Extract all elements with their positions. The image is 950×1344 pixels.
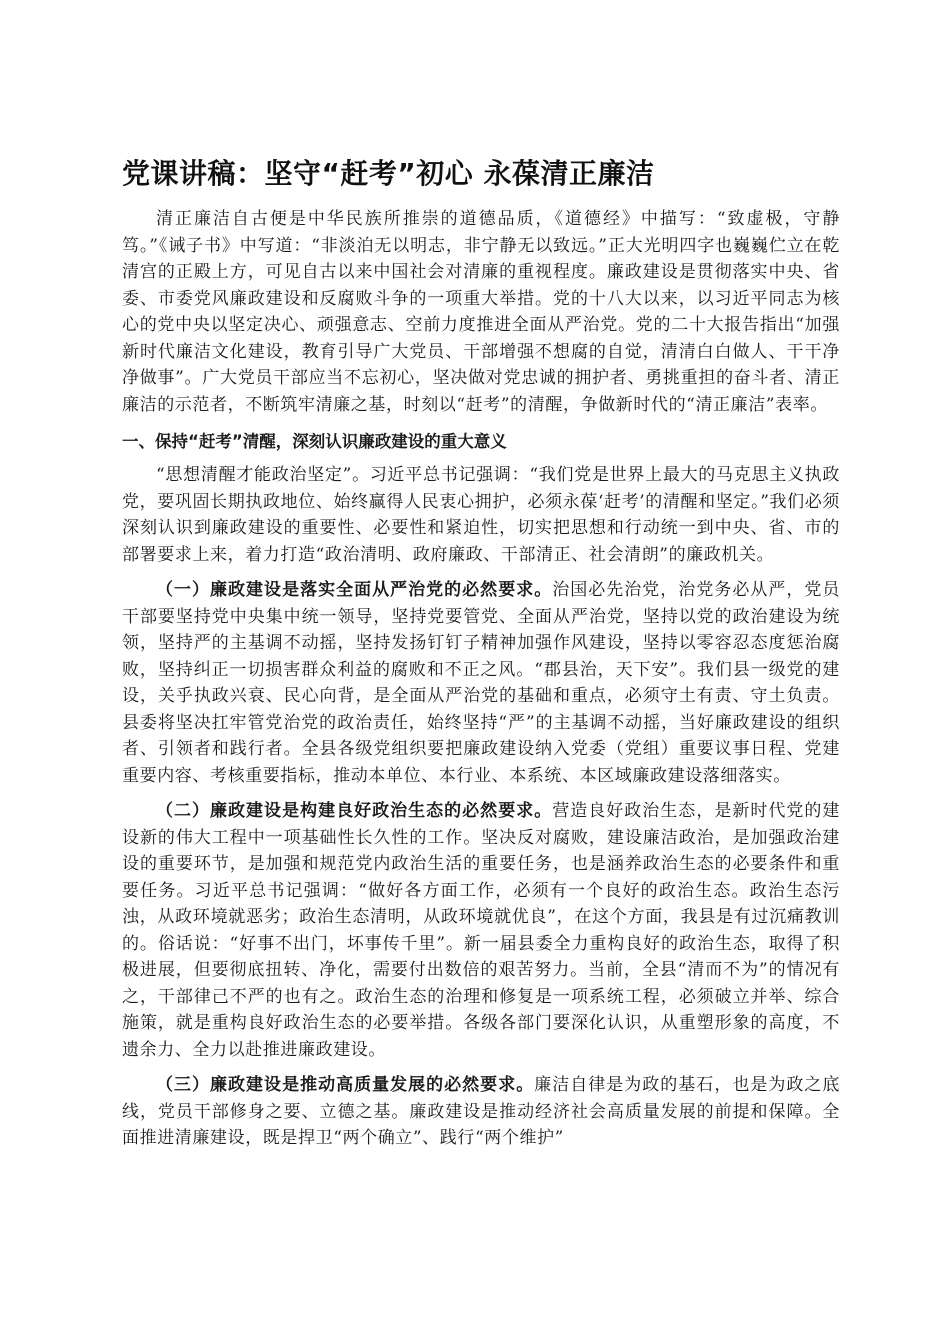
point-paragraph-2: [122, 798, 840, 1063]
document-body: [122, 206, 840, 1152]
point-paragraph-1: [122, 577, 840, 789]
point-lead-2: （二）廉政建设是构建良好政治生态的必然要求。: [156, 801, 553, 821]
point-lead-3: （三）廉政建设是推动高质量发展的必然要求。: [156, 1075, 535, 1095]
point-paragraph-3: [122, 1072, 840, 1152]
section-heading: 一、保持“赶考”清醒，深刻认识廉政建设的重大意义: [122, 432, 507, 451]
point-text-3: 廉洁自律是为政的基石，也是为政之底线，党员干部修身之要、立德之基。廉政建设是推动经济社会高质量发展的前提和保障。全面推进清廉建设，既是捍卫“两个确立”、践行“两个维护”: [122, 1075, 840, 1148]
point-text-2: 营造良好政治生态，是新时代党的建设新的伟大工程中一项基础性长久性的工作。坚决反对腐败，建设廉洁政治，是加强政治建设的重要环节，是加强和规范党内政治生活的重要任务，也是涵养政治生态的必要条件和重要任务。习近平总书记强调：“做好各方面工作，必须有一个良好的政治生态。政治生态污浊，从政环境就恶劣；政治生态清明，从政环境就优良”，在这个方面，我县是有过沉痛教训的。俗话说：“好事不出门，坏事传千里”。新一届县委全力重构良好的政治生态，取得了积极进展，但要彻底扭转、净化，需要付出数倍的艰苦努力。当前，全县“清而不为”的情况有之，干部律己不严的也有之。政治生态的治理和修复是一项系统工程，必须破立并举、综合施策，就是重构良好政治生态的必要举措。各级各部门要深化认识，从重塑形象的高度，不遗余力、全力以赴推进廉政建设。: [122, 801, 840, 1060]
point-lead-1: （一）廉政建设是落实全面从严治党的必然要求。: [156, 580, 553, 600]
page-title: 党课讲稿：坚守“赶考”初心 永葆清正廉洁: [122, 157, 655, 190]
intro-paragraph: 清正廉洁自古便是中华民族所推崇的道德品质，《道德经》中描写：“致虚极，守静笃。”《诫子书》中写道：“非淡泊无以明志，非宁静无以致远。”正大光明四字也巍巍伫立在乾清宫的正殿上方，可见自古以来中国社会对清廉的重视程度。廉政建设是贯彻落实中央、省委、市委党风廉政建设和反腐败斗争的一项重大举措。党的十八大以来，以习近平同志为核心的党中央以坚定决心、顽强意志、空前力度推进全面从严治党。党的二十大报告指出“加强新时代廉洁文化建设，教育引导广大党员、干部增强不想腐的自觉，清清白白做人、干干净净做事”。广大党员干部应当不忘初心，坚决做对党忠诚的拥护者、勇挑重担的奋斗者、清正廉洁的示范者，不断筑牢清廉之基，时刻以“赶考”的清醒，争做新时代的“清正廉洁”表率。: [122, 209, 840, 415]
section-intro-paragraph: “思想清醒才能政治坚定”。习近平总书记强调：“我们党是世界上最大的马克思主义执政党，要巩固长期执政地位、始终赢得人民衷心拥护，必须永葆‘赶考’的清醒和坚定。”我们必须深刻认识到廉政建设的重要性、必要性和紧迫性，切实把思想和行动统一到中央、省、市的部署要求上来，着力打造“政治清明、政府廉政、干部清正、社会清朗”的廉政机关。: [122, 465, 840, 565]
point-text-1: 治国必先治党，治党务必从严，党员干部要坚持党中央集中统一领导，坚持党要管党、全面从严治党，坚持以党的政治建设为统领，坚持严的主基调不动摇，坚持发扬钉钉子精神加强作风建设，坚持以零容忍态度惩治腐败，坚持纠正一切损害群众利益的腐败和不正之风。“郡县治，天下安”。我们县一级党的建设，关乎执政兴衰、民心向背，是全面从严治党的基础和重点，必须守土有责、守土负责。县委将坚决扛牢管党治党的政治责任，始终坚持“严”的主基调不动摇，当好廉政建设的组织者、引领者和践行者。全县各级党组织要把廉政建设纳入党委（党组）重要议事日程、党建重要内容、考核重要指标，推动本单位、本行业、本系统、本区域廉政建设落细落实。: [122, 580, 840, 786]
